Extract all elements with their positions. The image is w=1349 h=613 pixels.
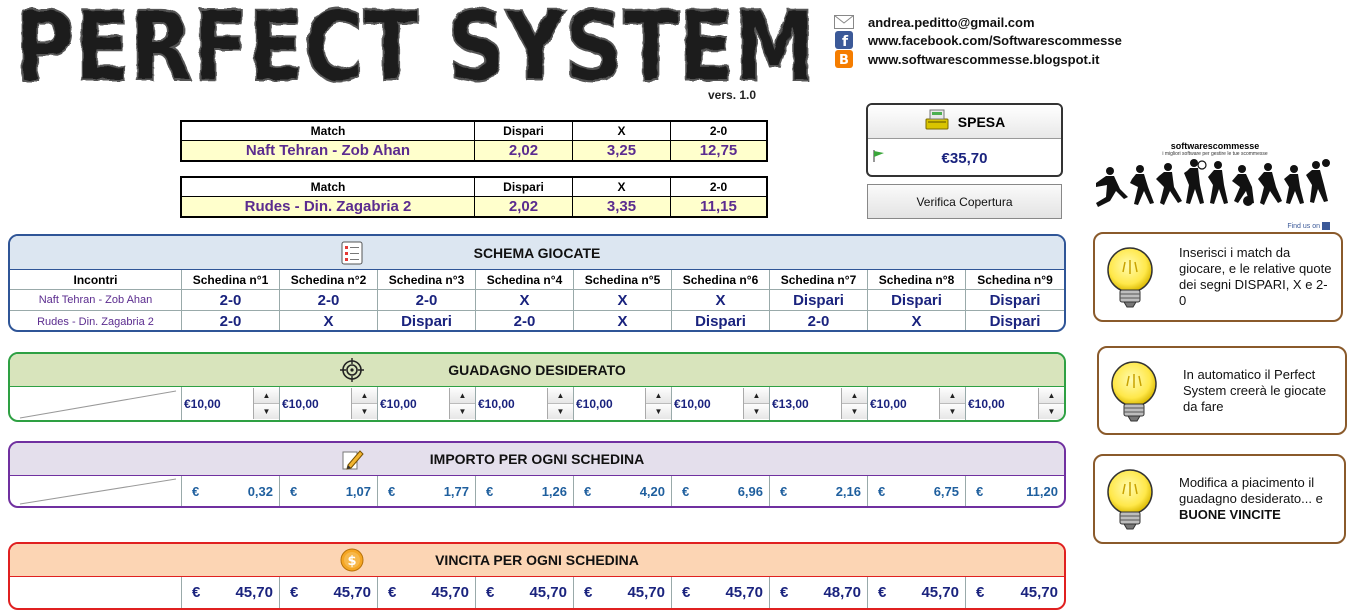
vincita-value: 48,70 bbox=[823, 584, 861, 601]
guadagno-input-6[interactable] bbox=[672, 387, 770, 420]
match-table-2 bbox=[180, 176, 768, 218]
vincita-value: 45,70 bbox=[431, 584, 469, 601]
spin-down-button[interactable]: ▼ bbox=[548, 404, 573, 419]
lightbulb-icon bbox=[1099, 466, 1161, 532]
importo-value: 1,07 bbox=[345, 483, 371, 499]
guadagno-input-3[interactable] bbox=[378, 387, 476, 420]
currency-symbol: € bbox=[584, 483, 592, 499]
importo-value: 11,20 bbox=[1026, 483, 1058, 499]
tip-text-1: Inserisci i match da giocare, e le relative quote dei segni DISPARI, X e 2-0 bbox=[1179, 245, 1332, 308]
schema-pick-cell: Dispari bbox=[378, 311, 476, 332]
guadagno-input-8[interactable] bbox=[868, 387, 966, 420]
guadagno-value[interactable]: €10,00 bbox=[184, 396, 221, 411]
schema-pick-cell: Dispari bbox=[868, 290, 966, 310]
tip-box-2 bbox=[1097, 346, 1347, 435]
importo-value: 4,20 bbox=[639, 483, 665, 499]
blogger-icon bbox=[834, 51, 854, 67]
importo-cell-2 bbox=[280, 476, 378, 506]
currency-symbol: € bbox=[878, 584, 887, 601]
schedina-header-7: Schedina n°7 bbox=[770, 270, 868, 289]
dispari-header: Dispari bbox=[475, 178, 573, 196]
tip-text-3: Modifica a piacimento il guadagno desiderato... e BUONE VINCITE bbox=[1179, 475, 1323, 522]
spesa-value: €35,70 bbox=[941, 149, 988, 167]
vincita-cell-1 bbox=[182, 577, 280, 608]
spin-down-button[interactable]: ▼ bbox=[450, 404, 475, 419]
facebook-icon bbox=[834, 32, 854, 48]
match-name-input[interactable]: Naft Tehran - Zob Ahan bbox=[182, 141, 475, 160]
schema-pick-cell: X bbox=[574, 311, 672, 332]
spin-down-button[interactable]: ▼ bbox=[254, 404, 279, 419]
schema-pick-cell: Dispari bbox=[672, 311, 770, 332]
match-header: Match bbox=[182, 178, 475, 196]
schema-pick-cell: X bbox=[672, 290, 770, 310]
vincita-panel bbox=[8, 542, 1066, 610]
diagonal-cell bbox=[10, 387, 182, 420]
schema-pick-cell: 2-0 bbox=[182, 290, 280, 310]
vincita-value: 45,70 bbox=[1020, 584, 1058, 601]
spin-up-button[interactable]: ▲ bbox=[548, 388, 573, 404]
spin-up-button[interactable]: ▲ bbox=[744, 388, 769, 404]
importo-cell-1 bbox=[182, 476, 280, 506]
vincita-value: 45,70 bbox=[529, 584, 567, 601]
match-name-input[interactable]: Rudes - Din. Zagabria 2 bbox=[182, 197, 475, 216]
spin-up-button[interactable]: ▲ bbox=[1039, 388, 1064, 404]
athletes-silhouette-icon bbox=[1092, 157, 1338, 219]
guadagno-spinner[interactable] bbox=[1038, 388, 1064, 419]
cash-register-icon bbox=[924, 107, 950, 136]
guadagno-input-7[interactable] bbox=[770, 387, 868, 420]
tip-box-3 bbox=[1093, 454, 1346, 544]
importo-value: 6,75 bbox=[933, 483, 959, 499]
vincita-value: 45,70 bbox=[725, 584, 763, 601]
vincita-cell-5 bbox=[574, 577, 672, 608]
guadagno-desiderato-panel bbox=[8, 352, 1066, 422]
brand-name: softwarescommesse bbox=[1170, 141, 1260, 151]
spin-up-button[interactable]: ▲ bbox=[352, 388, 377, 404]
guadagno-value[interactable]: €10,00 bbox=[380, 396, 417, 411]
currency-symbol: € bbox=[682, 483, 690, 499]
schema-pick-cell: X bbox=[280, 311, 378, 332]
importo-cell-6 bbox=[672, 476, 770, 506]
guadagno-input-2[interactable] bbox=[280, 387, 378, 420]
vincita-title: VINCITA PER OGNI SCHEDINA bbox=[435, 552, 639, 568]
vincita-cell-4 bbox=[476, 577, 574, 608]
contact-facebook-text[interactable]: www.facebook.com/Softwarescommesse bbox=[868, 32, 1122, 48]
spin-down-button[interactable]: ▼ bbox=[352, 404, 377, 419]
svg-text:f: f bbox=[841, 34, 849, 49]
spin-up-button[interactable]: ▲ bbox=[842, 388, 867, 404]
svg-text:$: $ bbox=[347, 554, 357, 569]
guadagno-spinner[interactable] bbox=[351, 388, 377, 419]
schema-pick-cell: X bbox=[868, 311, 966, 332]
vincita-value: 45,70 bbox=[627, 584, 665, 601]
dispari-header: Dispari bbox=[475, 122, 573, 140]
schedina-header-3: Schedina n°3 bbox=[378, 270, 476, 289]
currency-symbol: € bbox=[388, 483, 396, 499]
x-odds-input[interactable]: 3,25 bbox=[573, 141, 671, 160]
guadagno-spinner[interactable] bbox=[939, 388, 965, 419]
version-label: vers. 1.0 bbox=[708, 88, 757, 102]
guadagno-value[interactable]: €10,00 bbox=[478, 396, 515, 411]
schema-pick-cell: Dispari bbox=[989, 313, 1041, 330]
schema-giocate-panel bbox=[8, 234, 1066, 332]
currency-symbol: € bbox=[976, 483, 984, 499]
currency-symbol: € bbox=[976, 584, 985, 601]
vincita-cell-3 bbox=[378, 577, 476, 608]
importo-cell-9 bbox=[966, 476, 1064, 506]
spin-up-button[interactable]: ▲ bbox=[254, 388, 279, 404]
currency-symbol: € bbox=[290, 483, 298, 499]
vincita-cell-8 bbox=[868, 577, 966, 608]
spin-up-button[interactable]: ▲ bbox=[646, 388, 671, 404]
schedina-header-8: Schedina n°8 bbox=[868, 270, 966, 289]
contact-email-text[interactable]: andrea.peditto@gmail.com bbox=[868, 14, 1035, 30]
guadagno-value[interactable]: €10,00 bbox=[282, 396, 319, 411]
guadagno-spinner[interactable] bbox=[253, 388, 279, 419]
vincita-cell-6 bbox=[672, 577, 770, 608]
importo-value: 0,32 bbox=[247, 483, 273, 499]
match-header: Match bbox=[182, 122, 475, 140]
importo-panel bbox=[8, 441, 1066, 508]
spin-up-button[interactable]: ▲ bbox=[450, 388, 475, 404]
x-odds-input[interactable]: 3,35 bbox=[573, 197, 671, 216]
spin-down-button[interactable]: ▼ bbox=[842, 404, 867, 419]
guadagno-input-9[interactable] bbox=[966, 387, 1064, 420]
currency-symbol: € bbox=[486, 584, 495, 601]
contact-blog[interactable] bbox=[834, 50, 1099, 68]
currency-symbol: € bbox=[486, 483, 494, 499]
spin-down-button[interactable]: ▼ bbox=[646, 404, 671, 419]
buone-vincite-text: BUONE VINCITE bbox=[1179, 507, 1281, 522]
schema-pick-cell: Dispari bbox=[770, 290, 868, 310]
schedina-header-5: Schedina n°5 bbox=[574, 270, 672, 289]
svg-text:B: B bbox=[839, 53, 849, 68]
schema-title: SCHEMA GIOCATE bbox=[473, 244, 601, 261]
checklist-icon bbox=[340, 241, 364, 265]
lightbulb-icon bbox=[1103, 358, 1165, 424]
currency-symbol: € bbox=[192, 483, 200, 499]
tip-text-2: In automatico il Perfect System creerà le giocate da fare bbox=[1183, 366, 1327, 414]
two-zero-header: 2-0 bbox=[709, 124, 728, 138]
vincita-cell-2 bbox=[280, 577, 378, 608]
target-icon bbox=[340, 358, 364, 382]
coin-icon bbox=[340, 548, 364, 572]
currency-symbol: € bbox=[388, 584, 397, 601]
empty-cell bbox=[10, 577, 182, 608]
importo-cell-4 bbox=[476, 476, 574, 506]
schema-pick-cell: X bbox=[476, 290, 574, 310]
guadagno-value[interactable]: €10,00 bbox=[674, 396, 711, 411]
schedina-header-9: Schedina n°9 bbox=[977, 272, 1053, 287]
guadagno-spinner[interactable] bbox=[645, 388, 671, 419]
importo-cell-3 bbox=[378, 476, 476, 506]
facebook-small-icon bbox=[1322, 222, 1330, 230]
logo-text: PERFECT SYSTEM bbox=[15, 0, 815, 92]
spin-down-button[interactable]: ▼ bbox=[744, 404, 769, 419]
currency-symbol: € bbox=[192, 584, 201, 601]
dispari-odds-input[interactable]: 2,02 bbox=[475, 141, 573, 160]
two-zero-header: 2-0 bbox=[709, 180, 728, 194]
guadagno-spinner[interactable] bbox=[449, 388, 475, 419]
mail-icon bbox=[834, 14, 854, 30]
schema-pick-cell: 2-0 bbox=[280, 290, 378, 310]
schema-pick-cell: 2-0 bbox=[182, 311, 280, 332]
importo-title: IMPORTO PER OGNI SCHEDINA bbox=[429, 451, 645, 467]
importo-value: 2,16 bbox=[835, 483, 861, 499]
contact-blog-text[interactable]: www.softwarescommesse.blogspot.it bbox=[868, 51, 1100, 67]
match-table-1 bbox=[180, 120, 768, 162]
schema-pick-cell: 2-0 bbox=[770, 311, 868, 332]
guadagno-title: GUADAGNO DESIDERATO bbox=[448, 362, 626, 378]
schema-pick-cell: X bbox=[574, 290, 672, 310]
guadagno-spinner[interactable] bbox=[547, 388, 573, 419]
vincita-value: 45,70 bbox=[333, 584, 371, 601]
importo-cell-5 bbox=[574, 476, 672, 506]
softwarescommesse-logo bbox=[1092, 138, 1338, 232]
currency-symbol: € bbox=[584, 584, 593, 601]
importo-cell-8 bbox=[868, 476, 966, 506]
schedina-header-4: Schedina n°4 bbox=[476, 270, 574, 289]
vincita-cell-7 bbox=[770, 577, 868, 608]
spin-up-button[interactable]: ▲ bbox=[940, 388, 965, 404]
schema-pick-cell: 2-0 bbox=[476, 311, 574, 332]
perfect-system-logo bbox=[10, 0, 820, 92]
currency-symbol: € bbox=[682, 584, 691, 601]
schedina-header-6: Schedina n°6 bbox=[672, 270, 770, 289]
vincita-value: 45,70 bbox=[921, 584, 959, 601]
tip-box-1 bbox=[1093, 232, 1343, 322]
importo-cell-7 bbox=[770, 476, 868, 506]
diagonal-cell bbox=[10, 476, 182, 506]
schema-match-name: Naft Tehran - Zob Ahan bbox=[10, 290, 182, 310]
brand-tagline: i migliori software per gestire le tue scommesse bbox=[1162, 151, 1268, 157]
schema-pick-cell: Dispari bbox=[989, 291, 1041, 309]
currency-symbol: € bbox=[780, 584, 789, 601]
vincita-value: 45,70 bbox=[235, 584, 273, 601]
guadagno-value[interactable]: €13,00 bbox=[772, 396, 809, 411]
vincita-cell-9 bbox=[966, 577, 1064, 608]
guadagno-input-4[interactable] bbox=[476, 387, 574, 420]
guadagno-value[interactable]: €10,00 bbox=[968, 396, 1005, 411]
importo-value: 1,26 bbox=[541, 483, 567, 499]
guadagno-value[interactable]: €10,00 bbox=[576, 396, 613, 411]
contact-email[interactable] bbox=[834, 13, 1035, 31]
incontri-header: Incontri bbox=[10, 270, 182, 289]
importo-value: 1,77 bbox=[443, 483, 469, 499]
contact-facebook[interactable] bbox=[834, 31, 1122, 49]
guadagno-spinner[interactable] bbox=[743, 388, 769, 419]
currency-symbol: € bbox=[780, 483, 788, 499]
guadagno-input-1[interactable] bbox=[182, 387, 280, 420]
x-header: X bbox=[573, 178, 671, 196]
pencil-icon bbox=[340, 447, 364, 471]
verifica-copertura-button[interactable]: Verifica Copertura bbox=[867, 184, 1062, 219]
currency-symbol: € bbox=[290, 584, 299, 601]
find-us-label: Find us on bbox=[1287, 222, 1320, 230]
lightbulb-icon bbox=[1099, 244, 1161, 310]
dispari-odds-input[interactable]: 2,02 bbox=[475, 197, 573, 216]
spesa-box bbox=[866, 103, 1063, 177]
schema-pick-cell: 2-0 bbox=[378, 290, 476, 310]
guadagno-spinner[interactable] bbox=[841, 388, 867, 419]
schema-match-name: Rudes - Din. Zagabria 2 bbox=[10, 311, 182, 332]
spin-down-button[interactable]: ▼ bbox=[1039, 404, 1064, 419]
importo-value: 6,96 bbox=[737, 483, 763, 499]
currency-symbol: € bbox=[878, 483, 886, 499]
spin-down-button[interactable]: ▼ bbox=[940, 404, 965, 419]
schedina-header-1: Schedina n°1 bbox=[182, 270, 280, 289]
two-zero-odds-input[interactable]: 12,75 bbox=[699, 142, 738, 159]
guadagno-input-5[interactable] bbox=[574, 387, 672, 420]
two-zero-odds-input[interactable]: 11,15 bbox=[700, 198, 737, 215]
spesa-label: SPESA bbox=[957, 113, 1006, 130]
guadagno-value[interactable]: €10,00 bbox=[870, 396, 907, 411]
x-header: X bbox=[573, 122, 671, 140]
schedina-header-2: Schedina n°2 bbox=[280, 270, 378, 289]
